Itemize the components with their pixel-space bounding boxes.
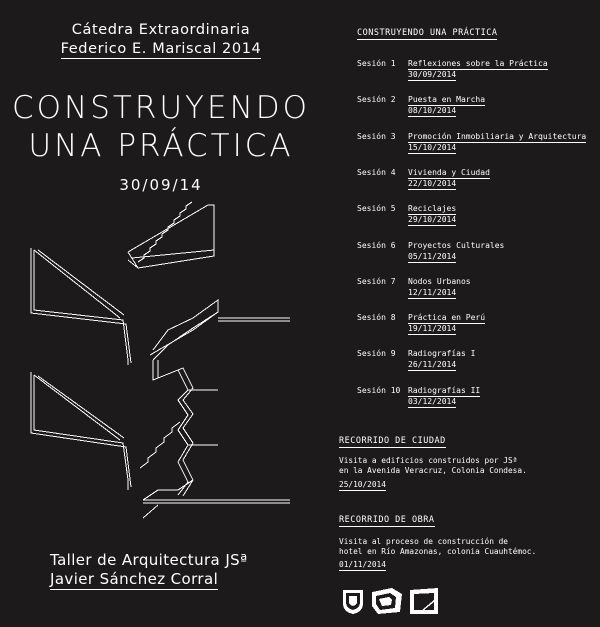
session-date: 03/12/2014 xyxy=(408,396,457,406)
faculty-logo-icon xyxy=(370,586,404,616)
session-number: Sesión 4 xyxy=(357,167,396,177)
tour-work-date: 01/11/2014 xyxy=(339,560,386,569)
session-number: Sesión 8 xyxy=(357,313,396,323)
chair-name: Cátedra Extraordinaria xyxy=(71,22,251,38)
session-date: 15/10/2014 xyxy=(408,142,457,152)
program-heading: CONSTRUYENDO UNA PRÁCTICA xyxy=(357,28,498,38)
studio-name: Taller de Arquitectura JSª xyxy=(50,551,248,569)
session-number: Sesión 2 xyxy=(357,95,396,105)
tour-city-line1: Visita a edificios construidos por JSª xyxy=(339,456,518,465)
tour-work-heading: RECORRIDO DE OBRA xyxy=(339,515,435,525)
session-title: Práctica en Perú xyxy=(408,313,486,323)
main-date: 30/09/14 xyxy=(119,176,203,194)
session-title: Reciclajes xyxy=(408,204,457,214)
staircase-drawing-icon xyxy=(28,200,298,530)
session-date: 12/11/2014 xyxy=(408,287,457,297)
session-date: 29/10/2014 xyxy=(408,215,457,225)
session-title: Radiografías II xyxy=(408,385,481,395)
session-number: Sesión 7 xyxy=(357,276,396,286)
session-title: Nodos Urbanos xyxy=(408,276,471,286)
main-title-line2: UNA PRÁCTICA xyxy=(28,128,294,164)
arch-logo-icon xyxy=(408,586,440,616)
session-number: Sesión 5 xyxy=(357,204,396,214)
session-title: Reflexiones sobre la Práctica xyxy=(408,59,548,68)
session-title: Radiografías I xyxy=(408,349,476,359)
session-number: Sesión 9 xyxy=(357,349,396,359)
session-title: Proyectos Culturales xyxy=(408,240,505,250)
session-number: Sesión 6 xyxy=(357,240,396,250)
unam-seal-icon xyxy=(340,587,366,615)
session-number: Sesión 10 xyxy=(357,385,401,395)
session-title: Vivienda y Ciudad xyxy=(408,167,490,177)
tour-city-heading: RECORRIDO DE CIUDAD xyxy=(339,436,446,446)
session-number: Sesión 3 xyxy=(357,131,396,141)
session-date: 30/09/2014 xyxy=(408,70,457,79)
main-title-line1: CONSTRUYENDO xyxy=(11,90,311,126)
architect-name: Javier Sánchez Corral xyxy=(50,570,219,588)
tour-city-date: 25/10/2014 xyxy=(339,480,386,489)
chair-year: Federico E. Mariscal 2014 xyxy=(60,41,262,57)
session-date: 22/10/2014 xyxy=(408,178,457,188)
tour-work-line2: hotel en Río Amazonas, colonia Cuauhtémoc. xyxy=(339,547,537,556)
session-title: Puesta en Marcha xyxy=(408,95,486,105)
session-date: 19/11/2014 xyxy=(408,324,457,334)
tour-work-line1: Visita al proceso de construcción de xyxy=(339,537,508,546)
session-date: 05/11/2014 xyxy=(408,251,457,261)
session-title: Promoción Inmobiliaria y Arquitectura xyxy=(408,131,587,141)
session-date: 08/10/2014 xyxy=(408,106,457,116)
session-number: Sesión 1 xyxy=(357,59,396,68)
session-date: 26/11/2014 xyxy=(408,360,457,370)
tour-city-line2: en la Avenida Veracruz, Colonia Condesa. xyxy=(339,466,527,475)
